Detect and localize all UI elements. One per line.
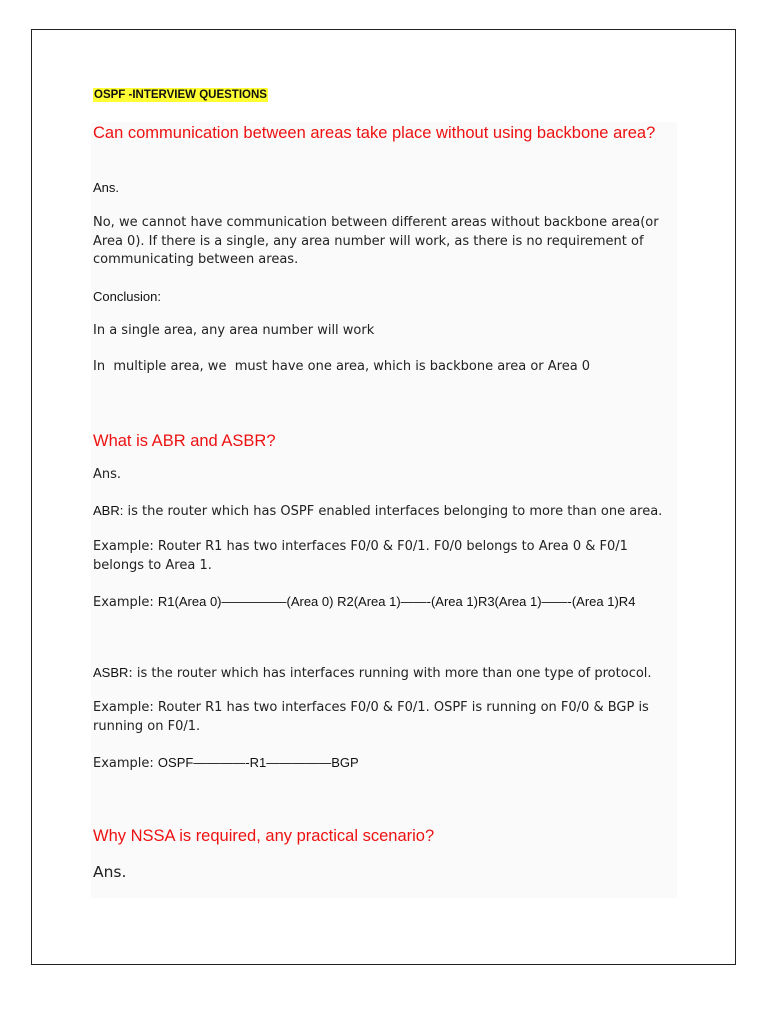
abr-example-prefix: Example: (93, 595, 158, 610)
document-title: OSPF -INTERVIEW QUESTIONS (94, 89, 267, 101)
abr-example: Example: Router R1 has two interfaces F0/0 & F0/1. F0/0 belongs to Area 0 & F0/1 belongs to Area 1. (93, 539, 628, 573)
q1-conclusion-1: In a single area, any area number will work (93, 323, 375, 338)
question-3-heading: Why NSSA is required, any practical scenario? (93, 827, 435, 845)
asbr-example: Example: Router R1 has two interfaces F0/0 & F0/1. OSPF is running on F0/0 & BGP is running on F0/1. (93, 700, 649, 734)
question-1-heading: Can communication between areas take place without using backbone area? (93, 124, 656, 142)
q3-ans-label: Ans. (93, 863, 127, 881)
asbr-label: ASBR (93, 665, 129, 680)
asbr-definition-text: : is the router which has interfaces running with more than one type of protocol. (128, 666, 652, 681)
q1-conclusion-2: In multiple area, we must have one area, which is backbone area or Area 0 (93, 359, 591, 374)
asbr-example-diagram (93, 754, 359, 774)
abr-example-diagram (93, 593, 635, 613)
abr-definition-text: is the router which has OSPF enabled interfaces belonging to more than one area. (123, 504, 663, 519)
abr-label: ABR: (93, 503, 124, 518)
asbr-topology-text: OSPF————-R1—————BGP (157, 755, 359, 770)
asbr-example-prefix: Example: (93, 756, 158, 771)
q1-conclusion-label: Conclusion: (93, 289, 161, 304)
abr-topology-text: R1(Area 0)—————(Area 0) R2(Area 1)——-(Area 1)R3(Area 1)——-(Area 1)R4 (157, 594, 636, 609)
abr-definition (93, 502, 662, 522)
asbr-definition (93, 664, 652, 684)
q2-ans-label: Ans. (93, 467, 122, 482)
q1-ans-label: Ans. (93, 180, 120, 195)
question-2-heading: What is ABR and ASBR? (93, 432, 276, 450)
q1-answer: No, we cannot have communication between different areas without backbone area(or Area 0). If there is a single, any area number will work, as there is no requirement of communicating between areas. (93, 215, 659, 267)
